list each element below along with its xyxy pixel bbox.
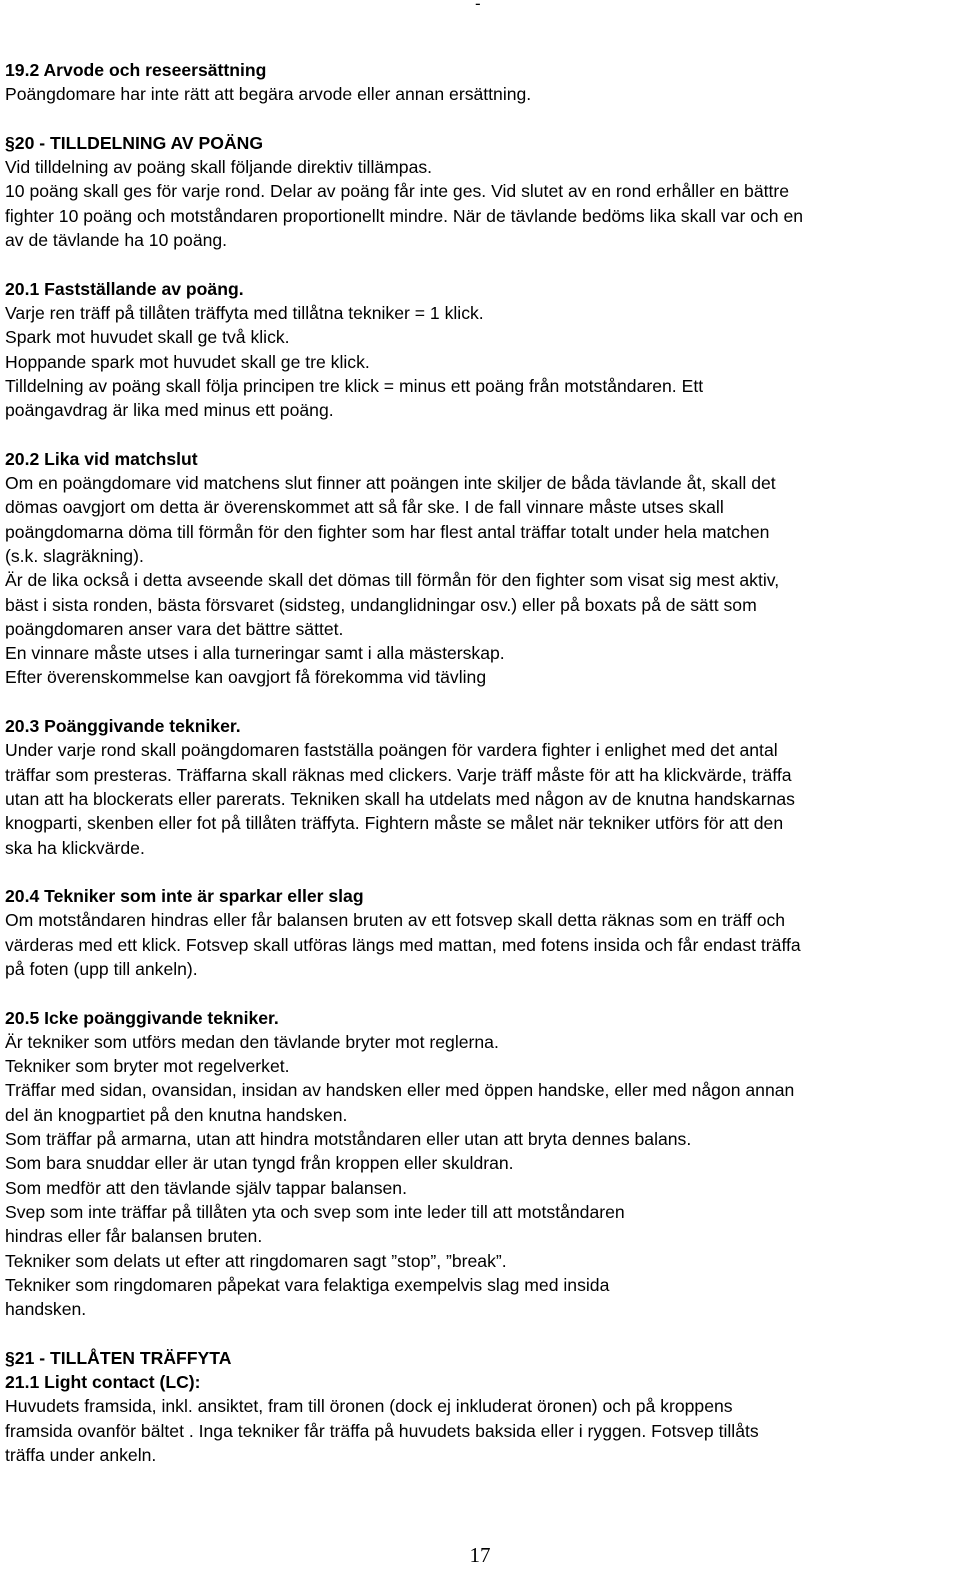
section	[5, 447, 955, 690]
body-text-line: träffar som presteras. Träffarna skall räknas med clickers. Varje träff måste för att ha klickvärde, träffa	[5, 764, 792, 785]
section-subheading: 21.1 Light contact (LC):	[5, 1372, 201, 1393]
body-text-line: Poängdomare har inte rätt att begära arvode eller annan ersättning.	[5, 84, 532, 105]
section	[5, 884, 955, 981]
body-text-line: poängdomaren anser vara det bättre sättet.	[5, 618, 344, 639]
top-mark: -	[475, 0, 481, 13]
body-text-line: En vinnare måste utses i alla turneringar samt i alla mästerskap.	[5, 643, 505, 664]
body-text-line: bäst i sista ronden, bästa försvaret (sidsteg, undanglidningar osv.) eller på boxats på de sätt som	[5, 594, 757, 615]
body-text-line: Varje ren träff på tillåten träffyta med tillåtna tekniker = 1 klick.	[5, 302, 484, 323]
body-text-line: värderas med ett klick. Fotsvep skall utföras längs med mattan, med fotens insida och får endast träffa	[5, 934, 801, 955]
body-text-line: (s.k. slagräkning).	[5, 545, 144, 566]
body-text-line: Om motståndaren hindras eller får balansen bruten av ett fotsvep skall detta räknas som en träff och	[5, 910, 786, 931]
page-number: 17	[469, 1543, 491, 1567]
section-spacer	[5, 981, 955, 1005]
section-heading: 20.1 Fastställande av poäng.	[5, 278, 244, 299]
body-text-line: på foten (upp till ankeln).	[5, 958, 198, 979]
body-text-line: Hoppande spark mot huvudet skall ge tre klick.	[5, 351, 370, 372]
body-text-line: Är tekniker som utförs medan den tävlande bryter mot reglerna.	[5, 1031, 499, 1052]
body-text-line: Efter överenskommelse kan oavgjort få förekomma vid tävling	[5, 667, 487, 688]
body-text-line: utan att ha blockerats eller parerats. Tekniken skall ha utdelats med någon av de knutna handskarnas	[5, 788, 795, 809]
section-heading: 20.4 Tekniker som inte är sparkar eller slag	[5, 886, 364, 907]
section	[5, 1006, 955, 1322]
section-heading: 20.5 Icke poänggivande tekniker.	[5, 1007, 279, 1028]
section	[5, 131, 955, 252]
body-text-line: poängdomarna döma till förmån för den fighter som har flest antal träffar totalt under hela matchen	[5, 521, 770, 542]
body-text-line: Träffar med sidan, ovansidan, insidan av handsken eller med öppen handske, eller med någon annan	[5, 1080, 795, 1101]
section-spacer	[5, 422, 955, 446]
section-spacer	[5, 860, 955, 884]
body-text-line: Som bara snuddar eller är utan tyngd från kroppen eller skuldran.	[5, 1153, 514, 1174]
body-text-line: ska ha klickvärde.	[5, 837, 145, 858]
body-text-line: framsida ovanför bältet . Inga tekniker får träffa på huvudets baksida eller i ryggen. Fotsvep tillåts	[5, 1420, 759, 1441]
body-text-line: Tekniker som delats ut efter att ringdomaren sagt ”stop”, ”break”.	[5, 1250, 507, 1271]
section	[5, 58, 955, 107]
section-spacer	[5, 252, 955, 276]
body-text-line: av de tävlande ha 10 poäng.	[5, 230, 228, 251]
body-text-line: Tekniker som ringdomaren påpekat vara felaktiga exempelvis slag med insida	[5, 1274, 610, 1295]
section-spacer	[5, 107, 955, 131]
body-text-line: Spark mot huvudet skall ge två klick.	[5, 327, 290, 348]
body-text-line: fighter 10 poäng och motståndaren proportionellt mindre. När de tävlande bedöms lika skall var och en	[5, 205, 804, 226]
section-spacer	[5, 1321, 955, 1345]
body-text-line: Om en poängdomare vid matchens slut finner att poängen inte skiljer de båda tävlande åt, skall det	[5, 473, 776, 494]
body-text-line: del än knogpartiet på den knutna handsken.	[5, 1104, 348, 1125]
section	[5, 714, 955, 860]
body-text-line: Är de lika också i detta avseende skall det dömas till förmån för den fighter som visat sig mest aktiv,	[5, 570, 780, 591]
body-text-line: Som träffar på armarna, utan att hindra motståndaren eller utan att bryta dennes balans.	[5, 1129, 692, 1150]
body-text-line: hindras eller får balansen bruten.	[5, 1226, 263, 1247]
body-text-line: handsken.	[5, 1299, 87, 1320]
body-text-line: Som medför att den tävlande själv tappar balansen.	[5, 1177, 407, 1198]
body-text-line: Tekniker som bryter mot regelverket.	[5, 1056, 290, 1077]
body-text-line: Vid tilldelning av poäng skall följande direktiv tillämpas.	[5, 157, 433, 178]
document-body	[5, 58, 955, 1467]
section-heading: 20.2 Lika vid matchslut	[5, 448, 198, 469]
body-text-line: 10 poäng skall ges för varje rond. Delar av poäng får inte ges. Vid slutet av en rond erhåller en bättre	[5, 181, 790, 202]
body-text-line: poängavdrag är lika med minus ett poäng.	[5, 400, 334, 421]
body-text-line: Svep som inte träffar på tillåten yta och svep som inte leder till att motståndaren	[5, 1201, 625, 1222]
section-heading: 19.2 Arvode och reseersättning	[5, 60, 267, 80]
section-heading: §21 - TILLÅTEN TRÄFFYTA	[5, 1347, 232, 1368]
section-spacer	[5, 690, 955, 714]
section	[5, 1346, 955, 1467]
body-text-line: Under varje rond skall poängdomaren fastställa poängen för vardera fighter i enlighet med det antal	[5, 740, 778, 761]
section-heading: §20 - TILLDELNING AV POÄNG	[5, 132, 264, 153]
body-text-line: träffa under ankeln.	[5, 1444, 157, 1465]
section-heading: 20.3 Poänggivande tekniker.	[5, 716, 241, 737]
body-text-line: dömas oavgjort om detta är överenskommet att så får ske. I de fall vinnare måste utses skall	[5, 497, 724, 518]
body-text-line: Tilldelning av poäng skall följa principen tre klick = minus ett poäng från motståndaren. Ett	[5, 375, 704, 396]
section	[5, 277, 955, 423]
body-text-line: Huvudets framsida, inkl. ansiktet, fram till öronen (dock ej inkluderat öronen) och på kroppens	[5, 1396, 733, 1417]
body-text-line: knogparti, skenben eller fot på tillåten träffyta. Fightern måste se målet när tekniker utförs för att den	[5, 813, 784, 834]
